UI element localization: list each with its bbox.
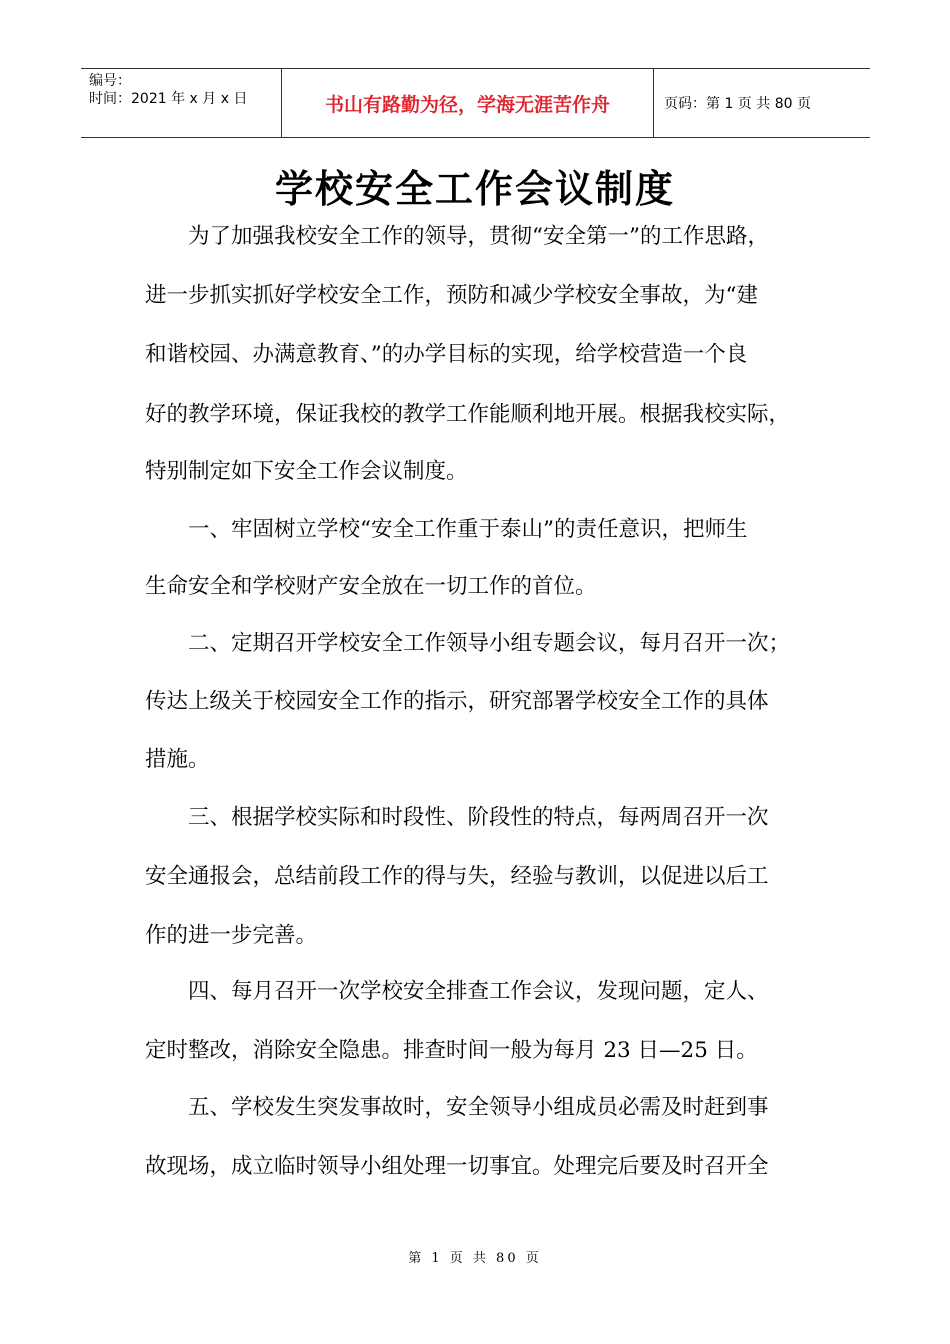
body-line: 进一步抓实抓好学校安全工作，预防和减少学校安全事故，为“建 <box>145 283 758 308</box>
document-header <box>81 68 870 138</box>
body-line: 特别制定如下安全工作会议制度。 <box>145 459 468 484</box>
body-line: 作的进一步完善。 <box>145 923 318 948</box>
body-line: 四、每月召开一次学校安全排查工作会议，发现问题，定人、 <box>145 979 769 1004</box>
header-motto-cell <box>282 69 654 137</box>
header-page-cell <box>654 69 870 137</box>
body-line: 为了加强我校安全工作的领导，贯彻“安全第一”的工作思路， <box>145 224 769 249</box>
body-line: 三、根据学校实际和时段性、阶段性的特点，每两周召开一次 <box>145 805 769 830</box>
page-footer: 第 1 页 共 80 页 <box>408 1251 542 1266</box>
body-line: 安全通报会，总结前段工作的得与失，经验与教训，以促进以后工 <box>145 864 769 889</box>
body-line: 五、学校发生突发事故时，安全领导小组成员必需及时赶到事 <box>145 1095 769 1120</box>
body-line: 故现场，成立临时领导小组处理一切事宜。处理完后要及时召开全 <box>145 1154 769 1179</box>
body-line: 一、牢固树立学校“安全工作重于泰山”的责任意识，把师生 <box>145 517 748 542</box>
motto-text: 书山有路勤为径，学海无涯苦作舟 <box>324 93 610 116</box>
body-line: 传达上级关于校园安全工作的指示，研究部署学校安全工作的具体 <box>145 689 769 714</box>
body-line: 措施。 <box>145 747 210 772</box>
header-info-cell <box>81 69 282 137</box>
body-line: 和谐校园、办满意教育、”的办学目标的实现，给学校营造一个良 <box>145 342 748 367</box>
body-line: 好的教学环境，保证我校的教学工作能顺利地开展。根据我校实际， <box>145 402 791 427</box>
body-line: 定时整改，消除安全隐患。排查时间一般为每月 23 日—25 日。 <box>145 1038 758 1063</box>
body-line: 二、定期召开学校安全工作领导小组专题会议，每月召开一次； <box>145 631 791 656</box>
body-line: 生命安全和学校财产安全放在一切工作的首位。 <box>145 574 597 599</box>
document-title: 学校安全工作会议制度 <box>274 167 675 211</box>
time-label: 时间：2021 年 x 月 x 日 <box>89 91 248 107</box>
page-label: 页码：第 1 页 共 80 页 <box>664 96 811 112</box>
number-label: 编号： <box>89 73 131 89</box>
